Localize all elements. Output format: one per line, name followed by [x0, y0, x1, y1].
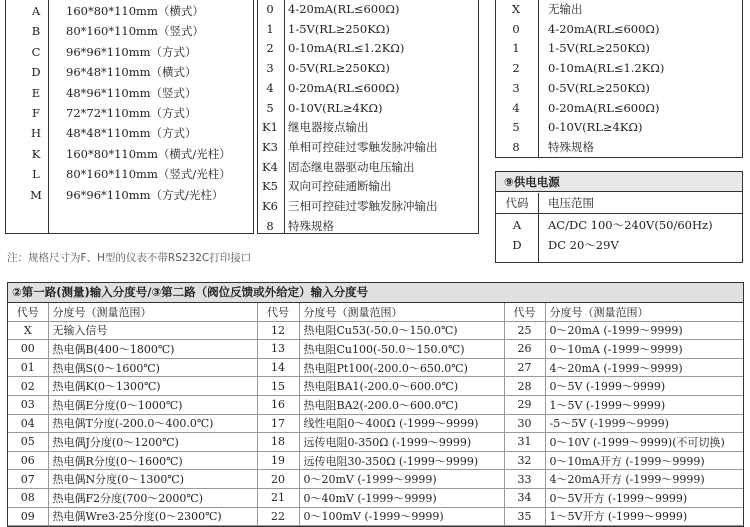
spec-value: 80*160*110mm（竖式）: [66, 24, 204, 39]
spec-value: 0-10V(RL≥4KΩ): [288, 100, 383, 115]
row-code: 14: [257, 358, 299, 377]
spec-value: 固态继电器驱动电压输出: [288, 159, 415, 174]
row-code: 12: [257, 321, 299, 340]
power-supply-table: [495, 171, 743, 263]
spec-value: 三相可控硅过零触发脉冲输出: [288, 199, 438, 213]
row-range: 4～20mA (-1999～9999): [545, 358, 743, 377]
spec-row: [6, 83, 253, 103]
spec-row: [496, 58, 742, 78]
spec-row: [258, 38, 478, 58]
table-row: [8, 507, 743, 526]
row-range: 0～5V (-1999～9999): [545, 377, 743, 396]
row-range: 0～5V开方 (-1999～9999): [545, 488, 743, 507]
row-code: 05: [8, 433, 48, 452]
spec-value: 160*80*110mm（横式/光柱）: [66, 146, 231, 161]
spec-row: [6, 21, 253, 41]
input-table-title: ②第一路(测量)输入分度号/③第二路（阀位反馈或外给定）输入分度号: [8, 283, 743, 303]
row-code: 31: [504, 433, 545, 452]
table-row: [8, 414, 743, 433]
spec-value: 特殊规格: [548, 139, 594, 154]
row-code: 15: [257, 377, 299, 396]
spec-value: 96*96*110mm（方式）: [66, 44, 197, 59]
table-row: [8, 395, 743, 414]
second-output-spec-table: [495, 0, 743, 158]
row-range: 热电偶K(0～1300℃): [48, 377, 257, 396]
spec-value: 4-20mA(RL≤600Ω): [288, 2, 400, 16]
row-range: 0～10V (-1999～9999)(不可切换): [545, 433, 743, 452]
spec-row: [258, 58, 478, 78]
power-row: [496, 215, 742, 235]
row-code: 27: [504, 358, 545, 377]
row-code: 21: [257, 488, 299, 507]
spec-value: 特殊规格: [288, 218, 334, 233]
row-range: 1～5V (-1999～9999): [545, 395, 743, 414]
spec-code: B: [31, 24, 41, 39]
spec-row: [496, 38, 742, 58]
row-range: -5～5V (-1999～9999): [545, 414, 743, 433]
spec-row: [6, 144, 253, 164]
row-range: 无输入信号: [48, 321, 257, 340]
row-code: X: [8, 321, 48, 340]
row-code: 06: [8, 451, 48, 470]
spec-code: 8: [266, 218, 274, 233]
row-range: 热电阻Pt100(-200.0～650.0℃): [299, 358, 504, 377]
row-code: 29: [504, 395, 545, 414]
spec-code: K1: [262, 120, 278, 135]
spec-row: [496, 137, 742, 157]
spec-value: 0-10V(RL≥4KΩ): [548, 120, 643, 135]
row-range: 热电偶R分度(0～1600℃): [48, 451, 257, 470]
spec-code: K: [31, 146, 41, 161]
row-range: 1～5V开方 (-1999～9999): [545, 507, 743, 526]
input-table-header-row: [8, 303, 743, 321]
power-header-code: 代码: [505, 196, 529, 210]
spec-code: H: [30, 126, 42, 141]
spec-value: 继电器接点输出: [288, 120, 369, 135]
row-range: 热电偶F2分度(700～2000℃): [48, 488, 257, 507]
spec-row: [496, 19, 742, 39]
spec-row: [6, 103, 253, 123]
row-code: 01: [8, 358, 48, 377]
spec-code: A: [31, 4, 41, 18]
spec-row: [496, 98, 742, 118]
spec-row: [496, 117, 742, 137]
spec-row: [6, 185, 253, 205]
row-code: 00: [8, 340, 48, 359]
spec-value: 72*72*110mm（方式）: [66, 106, 197, 120]
size-spec-table: [5, 0, 254, 234]
spec-code: 4: [512, 100, 520, 115]
spec-value: 96*48*110mm（横式）: [66, 65, 197, 80]
row-code: 13: [257, 340, 299, 359]
spec-code: 0: [266, 2, 274, 16]
table-row: [8, 358, 743, 377]
row-code: 35: [504, 507, 545, 526]
spec-value: 单相可控硅过零触发脉冲输出: [288, 139, 438, 154]
row-range: 0～20mA (-1999～9999): [545, 321, 743, 340]
spec-value: 0-20mA(RL≤600Ω): [548, 100, 660, 115]
row-code: 30: [504, 414, 545, 433]
row-code: 08: [8, 488, 48, 507]
spec-value: 80*160*110mm（竖式/光柱）: [66, 167, 231, 182]
spec-row: [258, 98, 478, 118]
table-row: [8, 451, 743, 470]
row-code: 26: [504, 340, 545, 359]
row-range: 热电阻Cu100(-50.0～150.0℃): [299, 340, 504, 359]
header-range: 分度号（测量范围）: [545, 303, 743, 321]
row-range: 0～10mA开方 (-1999～9999): [545, 451, 743, 470]
table-row: [8, 433, 743, 452]
row-code: 25: [504, 321, 545, 340]
row-code: 28: [504, 377, 545, 396]
spec-value: 96*96*110mm（方式/光柱）: [66, 187, 224, 202]
row-range: 0～40mV (-1999～9999): [299, 488, 504, 507]
row-code: 33: [504, 470, 545, 489]
row-range: 0～10mA (-1999～9999): [545, 340, 743, 359]
power-header-row: [496, 193, 742, 213]
spec-row: [6, 164, 253, 184]
spec-code: L: [32, 167, 40, 182]
spec-row: [6, 42, 253, 62]
spec-row: [258, 117, 478, 137]
spec-value: 1-5V(RL≥250KΩ): [288, 21, 390, 36]
spec-row: [496, 0, 742, 19]
spec-row: [258, 137, 478, 157]
header-range: 分度号（测量范围）: [48, 303, 257, 321]
spec-row: [6, 123, 253, 143]
power-value: AC/DC 100～240V(50/60Hz): [548, 218, 713, 232]
spec-row: [258, 196, 478, 216]
row-range: 热电偶T分度(-200.0～400.0℃): [48, 414, 257, 433]
row-range: 远传电阻0-350Ω (-1999～9999): [299, 433, 504, 452]
output-spec-table: [257, 0, 479, 234]
spec-note: 注：规格尺寸为F、H型的仪表不带RS232C打印接口: [7, 252, 252, 264]
spec-code: K4: [262, 159, 278, 174]
spec-value: 无输出: [548, 2, 583, 16]
spec-row: [258, 19, 478, 39]
row-code: 32: [504, 451, 545, 470]
spec-row: [258, 0, 478, 19]
spec-row: [6, 1, 253, 21]
power-header-range: 电压范围: [548, 196, 594, 210]
spec-value: 160*80*110mm（横式）: [66, 4, 204, 18]
spec-code: 0: [512, 21, 520, 36]
power-row: [496, 235, 742, 255]
spec-code: M: [30, 187, 42, 202]
row-range: 热电阻BA1(-200.0～600.0℃): [299, 377, 504, 396]
spec-code: C: [31, 44, 41, 59]
row-range: 热电偶S(0～1600℃): [48, 358, 257, 377]
row-code: 34: [504, 488, 545, 507]
row-code: 16: [257, 395, 299, 414]
spec-code: K3: [262, 139, 278, 154]
spec-value: 双向可控硅通断输出: [288, 179, 392, 194]
spec-value: 48*48*110mm（方式）: [66, 126, 197, 141]
spec-code: D: [31, 65, 41, 80]
table-row: [8, 321, 743, 340]
input-graduation-table: [7, 282, 744, 527]
spec-code: 2: [512, 61, 520, 76]
spec-value: 0-10mA(RL≤1.2KΩ): [548, 61, 665, 76]
spec-code: 5: [266, 100, 274, 115]
row-range: 线性电阻0～400Ω (-1999～9999): [299, 414, 504, 433]
spec-value: 0-10mA(RL≤1.2KΩ): [288, 41, 405, 56]
row-range: 热电偶B(400～1800℃): [48, 340, 257, 359]
row-code: 17: [257, 414, 299, 433]
row-code: 18: [257, 433, 299, 452]
table-row: [8, 488, 743, 507]
power-code: A: [512, 218, 522, 232]
spec-row: [496, 78, 742, 98]
spec-value: 4-20mA(RL≤600Ω): [548, 21, 660, 36]
row-code: 20: [257, 470, 299, 489]
spec-value: 0-20mA(RL≤600Ω): [288, 80, 400, 95]
spec-code: 1: [512, 41, 520, 56]
spec-row: [258, 78, 478, 98]
row-range: 热电阻Cu53(-50.0～150.0℃): [299, 321, 504, 340]
row-range: 热电偶N分度(0～1300℃): [48, 470, 257, 489]
spec-code: 3: [266, 61, 274, 76]
spec-row: [258, 216, 478, 236]
header-code: 代号: [504, 303, 545, 321]
header-code: 代号: [8, 303, 48, 321]
spec-row: [6, 62, 253, 82]
table-row: [8, 470, 743, 489]
row-range: 热电偶J分度(0～1200℃): [48, 433, 257, 452]
header-code: 代号: [257, 303, 299, 321]
spec-value: 48*96*110mm（竖式）: [66, 85, 197, 100]
spec-code: 2: [266, 41, 274, 56]
row-range: 4～20mA开方 (-1999～9999): [545, 470, 743, 489]
input-table-grid: [8, 303, 743, 526]
power-code: D: [512, 238, 522, 252]
header-divider: [496, 213, 742, 214]
spec-code: 4: [266, 80, 274, 95]
table-row: [8, 377, 743, 396]
row-range: 热电偶E分度(0～1000℃): [48, 395, 257, 414]
header-range: 分度号（测量范围）: [299, 303, 504, 321]
spec-value: 1-5V(RL≥250KΩ): [548, 41, 650, 56]
power-value: DC 20～29V: [548, 238, 619, 252]
spec-code: F: [32, 106, 40, 120]
spec-value: 0-5V(RL≥250KΩ): [288, 61, 390, 76]
row-range: 0～100mV (-1999～9999): [299, 507, 504, 526]
spec-row: [258, 176, 478, 196]
spec-code: E: [31, 85, 41, 100]
row-code: 04: [8, 414, 48, 433]
power-supply-title: ⑨供电电源: [496, 172, 742, 192]
row-range: 热电阻BA2(-200.0～600.0℃): [299, 395, 504, 414]
row-code: 07: [8, 470, 48, 489]
spec-row: [258, 157, 478, 177]
row-range: 0～20mV (-1999～9999): [299, 470, 504, 489]
row-code: 22: [257, 507, 299, 526]
row-code: 03: [8, 395, 48, 414]
spec-code: 5: [512, 120, 520, 135]
row-range: 远传电阻30-350Ω (-1999～9999): [299, 451, 504, 470]
spec-code: X: [511, 2, 521, 16]
spec-code: K5: [262, 179, 278, 194]
spec-code: 1: [266, 21, 274, 36]
row-code: 09: [8, 507, 48, 526]
spec-value: 0-5V(RL≥250KΩ): [548, 80, 650, 95]
table-row: [8, 340, 743, 359]
spec-code: 3: [512, 80, 520, 95]
row-code: 19: [257, 451, 299, 470]
row-code: 02: [8, 377, 48, 396]
spec-code: K6: [262, 199, 278, 213]
spec-code: 8: [512, 139, 520, 154]
row-range: 热电偶Wre3-25分度(0～2300℃): [48, 507, 257, 526]
